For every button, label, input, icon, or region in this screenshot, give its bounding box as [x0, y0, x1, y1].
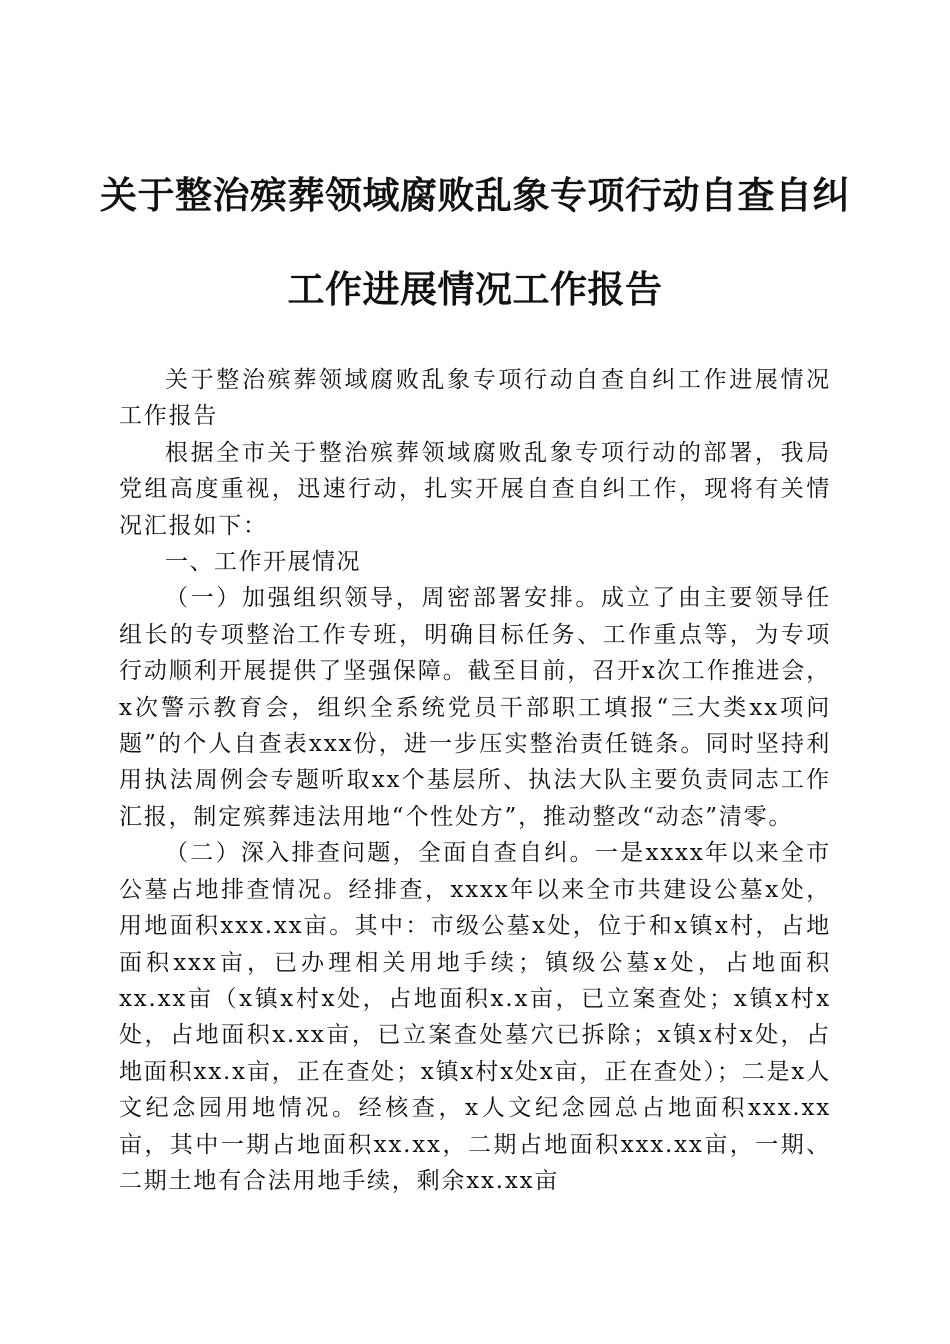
document-title-line-1: 关于整治殡葬领域腐败乱象专项行动自查自纠: [100, 174, 850, 217]
report-subject-paragraph: 关于整治殡葬领域腐败乱象专项行动自查自纠工作进展情况工作报告: [119, 367, 831, 430]
document-title-line-2: 工作进展情况工作报告: [287, 268, 663, 311]
paragraph-organization-leadership: （一）加强组织领导，周密部署安排。成立了由主要领导任组长的专项整治工作专班，明确目标任务、工作重点等，为专项行动顺利开展提供了坚强保障。截至目前，召开x次工作推进会，x次警示教育会，组织全系统党员干部职工填报“三大类xx项问题”的个人自查表xxx份，进一步压实整治责任链条。同时坚持利用执法周例会专题听取xx个基层所、执法大队主要负责同志工作汇报，制定殡葬违法用地“个性处方”，推动整改“动态”清零。: [119, 585, 831, 830]
document-body: [119, 362, 831, 1199]
section-heading-work-progress: 一、工作开展情况: [165, 549, 361, 576]
intro-paragraph: 根据全市关于整治殡葬领域腐败乱象专项行动的部署，我局党组高度重视，迅速行动，扎实开展自查自纠工作，现将有关情况汇报如下：: [119, 439, 831, 539]
paragraph-self-inspection: （二）深入排查问题，全面自查自纠。一是xxxx年以来全市公墓占地排查情况。经排查，xxxx年以来全市共建设公墓x处，用地面积xxx.xx亩。其中：市级公墓x处，位于和x镇x村，占地面积xxx亩，已办理相关用地手续；镇级公墓x处，占地面积xx.xx亩（x镇x村x处，占地面积x.x亩，已立案查处；x镇x村x处，占地面积x.xx亩，已立案查处墓穴已拆除；x镇x村x处，占地面积xx.x亩，正在查处；x镇x村x处x亩，正在查处）；二是x人文纪念园用地情况。经核查，x人文纪念园总占地面积xxx.xx亩，其中一期占地面积xx.xx，二期占地面积xxx.xx亩，一期、二期土地有合法用地手续，剩余xx.xx亩: [119, 840, 831, 1194]
